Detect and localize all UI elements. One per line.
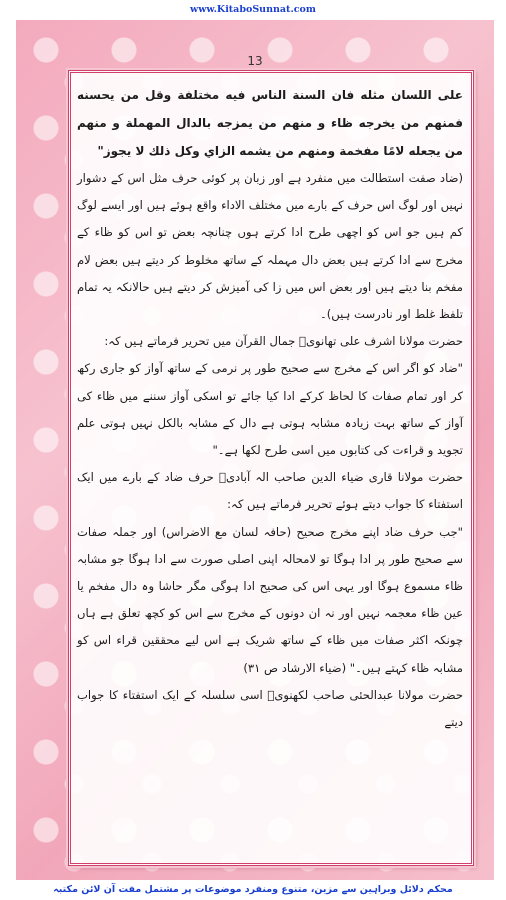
page-number: 13 [247, 54, 263, 68]
page-background [16, 20, 494, 880]
text-frame [68, 70, 474, 866]
citation-intro-lucknowi: حضرت مولانا عبدالحئی صاحب لکھنویؒ اسی سلسلہ کے ایک استفتاء کا جواب دیتے [77, 687, 463, 730]
footer-caption[interactable]: محکم دلائل وبراہین سے مزین، متنوع ومنفرد موضوعات پر مشتمل مفت آن لائن مکتبہ [53, 884, 453, 895]
quote-allahabadi: "جب حرف ضاد اپنے مخرج صحیح (حافہ لسان مع الاضراس) اور جملہ صفات سے صحیح طور پر ادا ہوگا تو لامحالہ اپنی اصلی صورت سے ادا ہوگا جو مشابہ ظاء مسموع ہوگا اور یہی اس کی صحیح ادا ہوگی مگر حاشا وہ دال مفخم یا عین ظاء معجمہ نہیں اور نہ ان دونوں کے مخرج سے اس کو کچھ تعلق ہے ہاں چونکہ اکثر صفات میں ظاء کے ساتھ شریک ہے اس لیے محققین قراء اس کو مشابہ ظاء کہتے ہیں۔" (ضیاء الارشاد ص ۳۱) [77, 524, 463, 675]
citation-intro-thanvi: حضرت مولانا اشرف علی تھانویؒ جمال القرآن میں تحریر فرماتے ہیں کہ: [104, 334, 463, 349]
arabic-quote: على اللسان مثله فان السنة الناس فيه مختلفة وقل من يحسنه فمنهم من يخرجه ظاء و منهم من يمزجه بالدال المهملة و منهم من يجعله لامًا مفخمة ومنهم من يشمه الزاي وكل ذلك لا يجوز" [77, 88, 463, 158]
site-url-header[interactable]: www.KitaboSunnat.com [190, 4, 316, 15]
citation-intro-allahabadi: حضرت مولانا قاری ضیاء الدین صاحب الہ آبادیؒ حرف ضاد کے بارے میں ایک استفتاء کا جواب دیتے ہوئے تحریر فرماتے ہیں کہ: [77, 470, 463, 512]
quote-thanvi: "ضاد کو اگر اس کے مخرج سے صحیح طور پر نرمی کے ساتھ آواز کو جاری رکھ کر اور تمام صفات کا لحاظ کرکے ادا کیا جائے تو اسکی آواز سننے میں ظاء کی آواز کے ساتھ بہت زیادہ مشابہ ہوتی ہے دال کے مشابہ بالکل نہیں ہوتی علم تجوید و قراءت کی کتابوں میں اسی طرح لکھا ہے۔" [77, 361, 463, 458]
book-text [77, 81, 463, 851]
urdu-translation-paragraph: (ضاد صفت استطالت میں منفرد ہے اور زبان پر کوئی حرف مثل اس کے دشوار نہیں اور لوگ اس حرف کے بارے میں مختلف الاداء واقع ہوئے ہیں اور ایسے لوگ کم ہیں جو اس کو اچھی طرح ادا کرتے ہوں چنانچہ بعض تو اس کو ظاء کے مخرج سے ادا کرتے ہیں بعض دال مہملہ کے ساتھ مخلوط کر دیتے ہیں بعض لام مفخم بنا دیتے ہیں اور بعض اس میں زا کی آمیزش کر دیتے ہیں حالانکہ یہ تمام تلفظ غلط اور نادرست ہیں)۔ [77, 171, 463, 322]
